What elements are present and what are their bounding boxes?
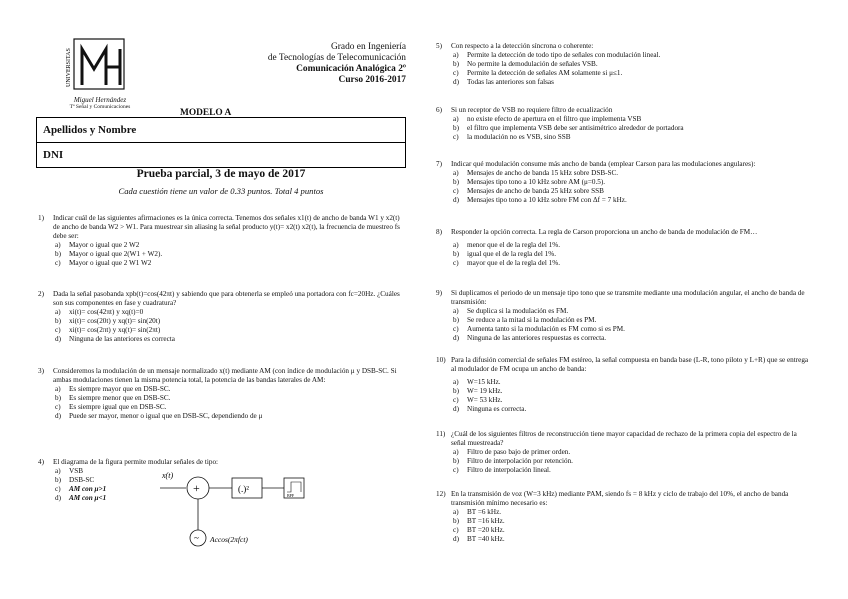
option[interactable]: a) Se duplica si la modulación es FM. (453, 307, 569, 315)
option[interactable]: c) Mayor o igual que 2 W1 W2 (55, 259, 152, 267)
option[interactable]: b) Mayor o igual que 2(W1 + W2). (55, 250, 163, 258)
option[interactable]: d) Ninguna es correcta. (453, 405, 527, 413)
university-logo (66, 35, 128, 97)
option[interactable]: a) Mensajes de ancho de banda 15 kHz sobre DSB-SC. (453, 169, 619, 177)
squarer-label: (.)² (238, 484, 249, 494)
option[interactable]: d) Puede ser mayor, menor o igual que en DSB-SC, dependiendo de μ (55, 412, 263, 420)
question-8: 8) Responder la opción correcta. La regla de Carson proporciona un ancho de banda de modulación de FM… a) menor que el de la regla del 1%. b) igual que el de la regla del 1%. c) mayor que el de la regla del 1%. (436, 228, 812, 268)
option[interactable]: b) W= 19 kHz. (453, 387, 503, 395)
option[interactable]: c) Mensajes de ancho de banda 25 kHz sobre SSB (453, 187, 604, 195)
carrier-label: Accos(2πfct) (210, 535, 248, 544)
course-header (210, 42, 406, 86)
bpf-label: BPF (287, 493, 295, 498)
option[interactable]: b) BT =16 kHz. (453, 517, 505, 525)
name-field[interactable]: Apellidos y Nombre (37, 118, 405, 143)
logo-subtitle: Miguel Hernández (73, 96, 127, 104)
option[interactable]: c) W= 53 kHz. (453, 396, 503, 404)
input-label: x(t) (162, 471, 174, 480)
option[interactable]: b) Se reduce a la mitad si la modulación es PM. (453, 316, 597, 324)
exam-title: Prueba parcial, 3 de mayo de 2017 (136, 168, 306, 180)
svg-text:UNIVERSITAS: UNIVERSITAS (66, 48, 72, 87)
option[interactable]: b) xi(t)= cos(20t) y xq(t)= sin(20t) (55, 317, 161, 325)
question-3: 3) Consideremos la modulación de un mensaje normalizado x(t) mediante AM (con índice de modulación μ y DSB-SC. Si ambas modulaciones tienen la misma potencia total, la potencia de las bandas laterales de AM: a) Es siempre mayor que en DSB-SC. b) Es siempre menor que en DSB-SC. c) Es siempre igual que en DSB-SC. d) Puede ser mayor, menor o igual que en DSB-SC, dependiendo de μ (38, 367, 404, 421)
option[interactable]: c) Es siempre igual que en DSB-SC. (55, 403, 167, 411)
student-id-box (36, 117, 406, 168)
option[interactable]: d) Todas las anteriores son falsas (453, 78, 554, 86)
option[interactable]: b) el filtro que implementa VSB debe ser antisimétrico alrededor de portadora (453, 124, 684, 132)
option[interactable]: a) xi(t)= cos(42πt) y xq(t)=0 (55, 308, 144, 316)
option[interactable]: a) VSB (55, 467, 83, 475)
option[interactable]: a) BT =6 kHz. (453, 508, 502, 516)
option[interactable]: d) Ninguna de las anteriores respuestas es correcta. (453, 334, 607, 342)
question-10: 10) Para la difusión comercial de señales FM estéreo, la señal compuesta en banda base (L-R, tono piloto y L+R) que se entrega al modulador de FM ocupa un ancho de banda: a) W=15 kHz. b) W= 19 kHz. c) W= 53 kHz. d) Ninguna es correcta. (436, 356, 812, 414)
option[interactable]: c) xi(t)= cos(2πt) y xq(t)= sin(2πt) (55, 326, 161, 334)
degree-line-2: de Tecnologías de Telecomunicación (267, 53, 406, 63)
modulator-diagram (160, 470, 310, 566)
option[interactable]: d) Ninguna de las anteriores es correcta (55, 335, 175, 343)
oscillator-label: ~ (194, 533, 199, 543)
question-5: 5) Con respecto a la detección síncrona o coherente: a) Permite la detección de todo tipo de señales con modulación lineal. b) No permite la demodulación de señales VSB. c) Permite la detección de señales AM solamente si μ≤1. d) Todas las anteriores son falsas (436, 42, 812, 87)
option[interactable]: a) Permite la detección de todo tipo de señales con modulación lineal. (453, 51, 661, 59)
option[interactable]: a) Es siempre mayor que en DSB-SC. (55, 385, 171, 393)
option[interactable]: c) mayor que el de la regla del 1%. (453, 259, 560, 267)
model-label: MODELO A (180, 108, 232, 118)
dni-field[interactable]: DNI (43, 149, 64, 161)
option[interactable]: c) Aumenta tanto si la modulación es FM como si es PM. (453, 325, 625, 333)
plus-label: + (193, 481, 200, 495)
question-9: 9) Si duplicamos el periodo de un mensaje tipo tono que se transmite mediante una modulación angular, el ancho de banda de transmisión: a) Se duplica si la modulación es FM. b) Se reduce a la mitad si la modulación es PM. c) Aumenta tanto si la modulación es FM como si es PM. d) Ninguna de las anteriores respuestas es correcta. (436, 289, 812, 343)
option[interactable]: b) Mensajes tipo tono a 10 kHz sobre AM (μ=0.5). (453, 178, 606, 186)
option[interactable]: c) Permite la detección de señales AM solamente si μ≤1. (453, 69, 623, 77)
subject-line: Comunicación Analógica 2º (296, 64, 406, 74)
question-12: 12) En la transmisión de voz (W=3 kHz) mediante PAM, siendo fs = 8 kHz y ciclo de trabajo del 10%, el ancho de banda transmisión mínimo necesario es: a) BT =6 kHz. b) BT =16 kHz. c) BT =20 kHz. d) BT =40 kHz. (436, 490, 812, 544)
degree-line: Grado en Ingeniería (331, 42, 406, 52)
year-line: Curso 2016-2017 (338, 75, 406, 85)
question-6: 6) Si un receptor de VSB no requiere filtro de ecualización a) no existe efecto de apertura en el filtro que implementa VSB b) el filtro que implementa VSB debe ser antisimétrico alrededor de portadora c) la modulación no es VSB, sino SSB (436, 106, 812, 142)
option[interactable]: a) Filtro de paso bajo de primer orden. (453, 448, 571, 456)
question-1: 1) Indicar cuál de las siguientes afirmaciones es la única correcta. Tenemos dos señales x1(t) de ancho de banda W1 y x2(t) de ancho de banda W2 > W1. Para muestrear sin aliasing la señal producto y(t)= x2(t) x2(t), la frecuencia de muestreo fs debe ser: a) Mayor o igual que 2 W2 b) Mayor o igual que 2(W1 + W2). c) Mayor o igual que 2 W1 W2 (38, 214, 404, 268)
option[interactable]: c) BT =20 kHz. (453, 526, 505, 534)
option[interactable]: b) DSB-SC (55, 476, 95, 484)
option[interactable]: b) Filtro de interpolación por retención. (453, 457, 573, 465)
option[interactable]: d) Mensajes tipo tono a 10 kHz sobre FM con Δf = 7 kHz. (453, 196, 627, 204)
option[interactable]: d) BT =40 kHz. (453, 535, 505, 543)
exam-subtitle: Cada cuestión tiene un valor de 0.33 puntos. Total 4 puntos (118, 186, 324, 196)
option[interactable]: c) Filtro de interpolación lineal. (453, 466, 551, 474)
department-note: Tª Señal y Comunicaciones (69, 104, 131, 110)
option[interactable]: a) no existe efecto de apertura en el filtro que implementa VSB (453, 115, 642, 123)
option[interactable]: c) la modulación no es VSB, sino SSB (453, 133, 571, 141)
option[interactable]: d) AM con μ<1 (55, 494, 107, 502)
option[interactable]: b) No permite la demodulación de señales VSB. (453, 60, 598, 68)
question-4: 4) El diagrama de la figura permite modular señales de tipo: a) VSB b) DSB-SC c) AM con μ>1 d) AM con μ<1 (38, 458, 298, 503)
option[interactable]: a) W=15 kHz. (453, 378, 501, 386)
option[interactable]: b) igual que el de la regla del 1%. (453, 250, 557, 258)
option[interactable]: c) AM con μ>1 (55, 485, 107, 493)
option[interactable]: b) Es siempre menor que en DSB-SC. (55, 394, 171, 402)
question-7: 7) Indicar qué modulación consume más ancho de banda (emplear Carson para las modulaciones angulares): a) Mensajes de ancho de banda 15 kHz sobre DSB-SC. b) Mensajes tipo tono a 10 kHz sobre AM (μ=0.5). c) Mensajes de ancho de banda 25 kHz sobre SSB d) Mensajes tipo tono a 10 kHz sobre FM con Δf = 7 kHz. (436, 160, 812, 205)
option[interactable]: a) Mayor o igual que 2 W2 (55, 241, 140, 249)
option[interactable]: a) menor que el de la regla del 1%. (453, 241, 560, 249)
question-2: 2) Dada la señal pasobanda xpb(t)=cos(42πt) y sabiendo que para obtenerla se empleó una portadora con fc=20Hz. ¿Cuáles son sus componentes en fase y cuadratura? a) xi(t)= cos(42πt) y xq(t)=0 b) xi(t)= cos(20t) y xq(t)= sin(20t) c) xi(t)= cos(2πt) y xq(t)= sin(2πt) d) Ninguna de las anteriores es correcta (38, 290, 404, 344)
question-11: 11) ¿Cuál de los siguientes filtros de reconstrucción tiene mayor capacidad de rechazo de la primera copia del espectro de la señal muestreada? a) Filtro de paso bajo de primer orden. b) Filtro de interpolación por retención. c) Filtro de interpolación lineal. (436, 430, 812, 475)
